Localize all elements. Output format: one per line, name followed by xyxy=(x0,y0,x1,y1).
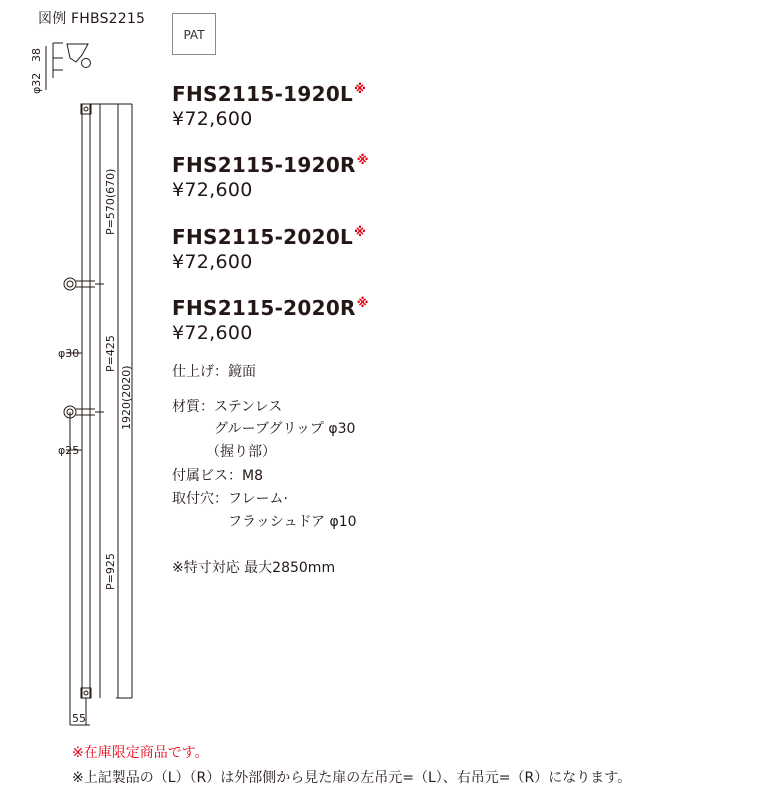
handle-bar xyxy=(81,104,91,698)
limited-stock-mark: ※ xyxy=(354,82,367,96)
figure-label: 図例 FHBS2215 xyxy=(38,11,146,27)
spec-custom-size: ※特寸対応 最大2850mm xyxy=(172,560,336,576)
product-item xyxy=(172,153,369,201)
spec-screws: 付属ビス：M8 xyxy=(172,468,263,484)
dim-phi32: φ32 xyxy=(30,72,43,94)
product-code: FHS2115-1920R xyxy=(172,153,356,177)
product-code: FHS2115-1920L xyxy=(172,82,354,106)
product-price: ¥72,600 xyxy=(172,322,253,344)
handle-technical-drawing xyxy=(0,0,170,735)
limited-stock-mark: ※ xyxy=(356,153,369,167)
product-price: ¥72,600 xyxy=(172,179,253,201)
product-code: FHS2115-2020L xyxy=(172,225,354,249)
stock-note: ※在庫限定商品です。 xyxy=(72,745,209,761)
limited-stock-mark: ※ xyxy=(354,225,367,239)
pat-badge: PAT xyxy=(172,13,216,55)
spec-material-grip: グルーブグリップ φ30 xyxy=(214,421,356,437)
dim-55: 55 xyxy=(72,712,86,725)
product-code: FHS2115-2020R xyxy=(172,296,356,320)
top-elevation-view xyxy=(46,43,91,90)
product-price: ¥72,600 xyxy=(172,108,253,130)
left-right-note: ※上記製品の（L）（R）は外部側から見た扉の左吊元=（L）、右吊元=（R）になります。 xyxy=(72,770,632,786)
product-item xyxy=(172,225,366,273)
dim-phi30: φ30 xyxy=(58,347,80,360)
limited-stock-mark: ※ xyxy=(356,296,369,310)
spec-material-note: （握り部） xyxy=(206,444,276,460)
product-item xyxy=(172,82,366,130)
spec-material: 材質：ステンレス xyxy=(172,399,283,415)
dim-p425: P=425 xyxy=(104,335,117,372)
spec-finish: 仕上げ：鏡面 xyxy=(172,364,256,380)
dim-38: 38 xyxy=(30,48,43,62)
spec-holes: 取付穴：フレーム· xyxy=(172,491,288,507)
product-price: ¥72,600 xyxy=(172,251,253,273)
dim-p925: P=925 xyxy=(104,553,117,590)
dim-p570: P=570(670) xyxy=(104,168,117,235)
dim-phi25: φ25 xyxy=(58,444,80,457)
spec-holes-door: フラッシュドア φ10 xyxy=(228,514,357,530)
dim-total: 1920(2020) xyxy=(120,365,133,430)
product-item xyxy=(172,296,369,344)
